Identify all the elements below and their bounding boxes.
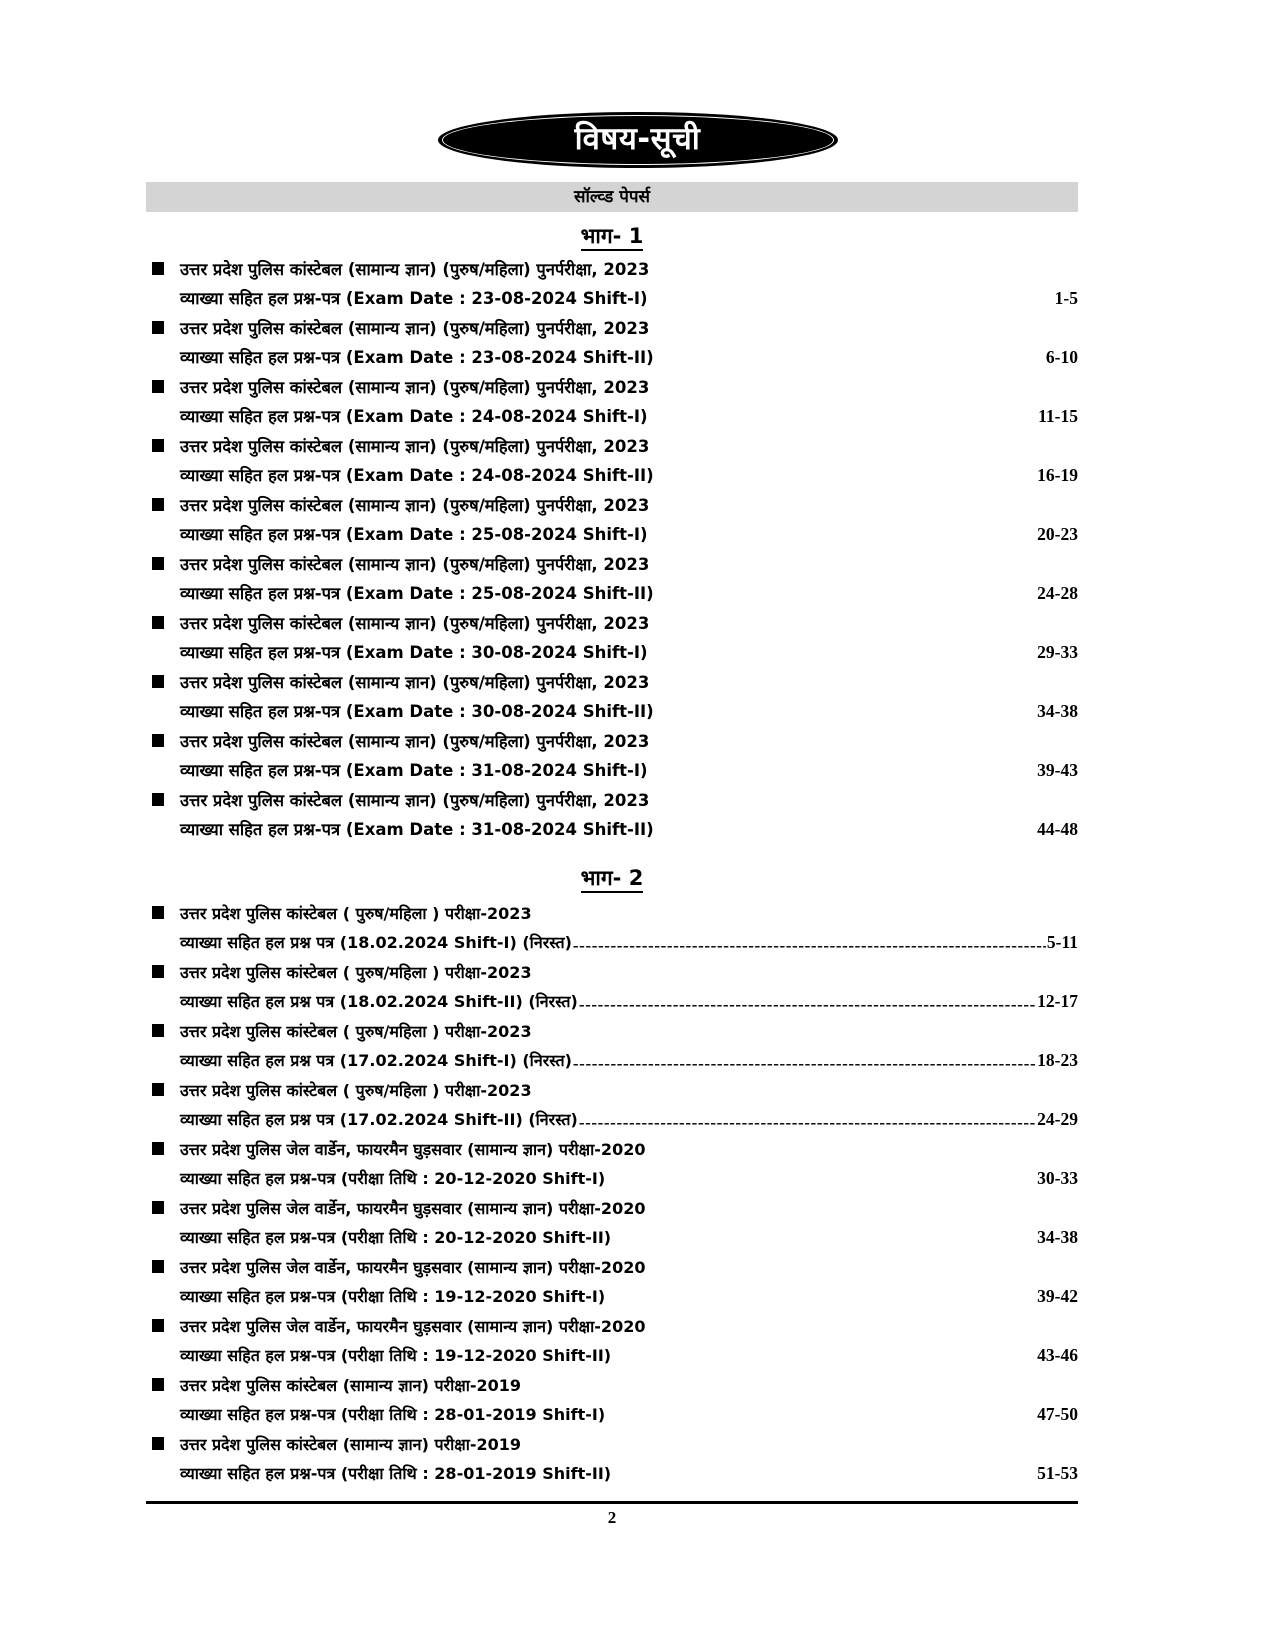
part-heading-label: भाग- 1	[581, 224, 644, 251]
entry-exam-title: उत्तर प्रदेश पुलिस जेल वार्डेन, फायरमैन घुड़सवार (सामान्य ज्ञान) परीक्षा-2020	[180, 1199, 646, 1218]
entry-paper-line	[180, 579, 1078, 608]
square-bullet-icon	[152, 1319, 164, 1332]
entry-paper-line	[180, 461, 1078, 490]
entry-exam-title: उत्तर प्रदेश पुलिस कांस्टेबल (सामान्य ज्ञान) (पुरुष/महिला) पुनर्परीक्षा, 2023	[180, 614, 650, 633]
leader-dots	[579, 1109, 1036, 1126]
entry-exam-title: उत्तर प्रदेश पुलिस कांस्टेबल ( पुरुष/महिला ) परीक्षा-2023	[180, 1081, 532, 1100]
square-bullet-icon	[152, 1024, 164, 1037]
leader-dots	[612, 1227, 1036, 1244]
leader-dots	[649, 288, 1054, 305]
entry-paper-line	[180, 638, 1078, 667]
entry-page-range: 44-48	[1037, 819, 1078, 839]
entry-page-range: 30-33	[1037, 1168, 1078, 1188]
leader-dots	[612, 1345, 1036, 1362]
leader-dots	[655, 583, 1036, 600]
square-bullet-icon	[152, 906, 164, 919]
leader-dots	[606, 1286, 1036, 1303]
square-bullet-icon	[152, 1378, 164, 1391]
entry-exam-title: उत्तर प्रदेश पुलिस जेल वार्डेन, फायरमैन घुड़सवार (सामान्य ज्ञान) परीक्षा-2020	[180, 1140, 646, 1159]
leader-dots	[606, 1404, 1036, 1421]
entry-paper-label: व्याख्या सहित हल प्रश्न-पत्र (परीक्षा तिथि : 19-12-2020 Shift-I)	[180, 1287, 606, 1306]
entry-paper-label: व्याख्या सहित हल प्रश्न-पत्र (Exam Date : 25-08-2024 Shift-II)	[180, 584, 654, 603]
part-heading	[146, 218, 1078, 256]
entry-paper-label: व्याख्या सहित हल प्रश्न-पत्र (Exam Date : 25-08-2024 Shift-I)	[180, 525, 648, 544]
contents-entry[interactable]	[146, 900, 1078, 957]
contents-list	[146, 218, 1078, 1490]
square-bullet-icon	[152, 793, 164, 806]
square-bullet-icon	[152, 380, 164, 393]
entry-paper-label: व्याख्या सहित हल प्रश्न-पत्र (परीक्षा तिथि : 20-12-2020 Shift-I)	[180, 1169, 606, 1188]
contents-entry[interactable]	[146, 374, 1078, 431]
banner-ellipse	[438, 112, 838, 168]
entry-page-range: 24-28	[1037, 583, 1078, 603]
contents-entry[interactable]	[146, 728, 1078, 785]
leader-dots	[612, 1463, 1036, 1480]
entry-paper-label: व्याख्या सहित हल प्रश्न पत्र (17.02.2024 Shift-I) (निरस्त)	[180, 1051, 572, 1070]
entry-page-range: 24-29	[1037, 1109, 1078, 1129]
entry-paper-label: व्याख्या सहित हल प्रश्न-पत्र (परीक्षा तिथि : 28-01-2019 Shift-I)	[180, 1405, 606, 1424]
entry-page-range: 16-19	[1037, 465, 1078, 485]
entry-page-range: 12-17	[1037, 991, 1078, 1011]
contents-entry[interactable]	[146, 551, 1078, 608]
entry-exam-title: उत्तर प्रदेश पुलिस कांस्टेबल ( पुरुष/महिला ) परीक्षा-2023	[180, 904, 532, 923]
square-bullet-icon	[152, 675, 164, 688]
contents-entry[interactable]	[146, 1195, 1078, 1252]
entry-page-range: 11-15	[1038, 406, 1078, 426]
contents-entry[interactable]	[146, 1431, 1078, 1488]
square-bullet-icon	[152, 557, 164, 570]
leader-dots	[649, 406, 1038, 423]
entry-paper-label: व्याख्या सहित हल प्रश्न-पत्र (Exam Date : 23-08-2024 Shift-I)	[180, 289, 648, 308]
leader-dots	[573, 1050, 1036, 1067]
entry-exam-title: उत्तर प्रदेश पुलिस कांस्टेबल (सामान्य ज्ञान) (पुरुष/महिला) पुनर्परीक्षा, 2023	[180, 496, 650, 515]
entry-page-range: 1-5	[1054, 288, 1078, 308]
entry-paper-line	[180, 1105, 1078, 1134]
entry-exam-title: उत्तर प्रदेश पुलिस कांस्टेबल (सामान्य ज्ञान) (पुरुष/महिला) पुनर्परीक्षा, 2023	[180, 732, 650, 751]
entry-exam-title: उत्तर प्रदेश पुलिस कांस्टेबल (सामान्य ज्ञान) (पुरुष/महिला) पुनर्परीक्षा, 2023	[180, 319, 650, 338]
entry-page-range: 29-33	[1037, 642, 1078, 662]
leader-dots	[649, 524, 1037, 541]
entry-page-range: 6-10	[1045, 347, 1078, 367]
leader-dots	[655, 347, 1045, 364]
entry-paper-label: व्याख्या सहित हल प्रश्न-पत्र (परीक्षा तिथि : 28-01-2019 Shift-II)	[180, 1464, 612, 1483]
entry-page-range: 5-11	[1046, 932, 1078, 952]
entry-paper-label: व्याख्या सहित हल प्रश्न-पत्र (Exam Date : 31-08-2024 Shift-II)	[180, 820, 654, 839]
entry-exam-title: उत्तर प्रदेश पुलिस जेल वार्डेन, फायरमैन घुड़सवार (सामान्य ज्ञान) परीक्षा-2020	[180, 1258, 646, 1277]
section-header-bar: सॉल्व्ड पेपर्स	[146, 182, 1078, 212]
square-bullet-icon	[152, 321, 164, 334]
square-bullet-icon	[152, 734, 164, 747]
entry-paper-label: व्याख्या सहित हल प्रश्न-पत्र (Exam Date : 24-08-2024 Shift-II)	[180, 466, 654, 485]
contents-entry[interactable]	[146, 256, 1078, 313]
contents-entry[interactable]	[146, 1077, 1078, 1134]
leader-dots	[649, 760, 1037, 777]
square-bullet-icon	[152, 262, 164, 275]
entry-exam-title: उत्तर प्रदेश पुलिस जेल वार्डेन, फायरमैन घुड़सवार (सामान्य ज्ञान) परीक्षा-2020	[180, 1317, 646, 1336]
entry-page-range: 43-46	[1037, 1345, 1078, 1365]
entry-exam-title: उत्तर प्रदेश पुलिस कांस्टेबल (सामान्य ज्ञान) (पुरुष/महिला) पुनर्परीक्षा, 2023	[180, 791, 650, 810]
entry-exam-title: उत्तर प्रदेश पुलिस कांस्टेबल (सामान्य ज्ञान) (पुरुष/महिला) पुनर्परीक्षा, 2023	[180, 673, 650, 692]
entry-page-range: 34-38	[1037, 701, 1078, 721]
entry-exam-title: उत्तर प्रदेश पुलिस कांस्टेबल (सामान्य ज्ञान) परीक्षा-2019	[180, 1435, 522, 1454]
footer-page-number: 2	[607, 1508, 617, 1527]
entry-paper-line	[180, 1400, 1078, 1429]
page-title: विषय-सूची	[574, 121, 701, 157]
entry-page-range: 18-23	[1037, 1050, 1078, 1070]
title-banner	[0, 112, 1275, 173]
contents-entry[interactable]	[146, 959, 1078, 1016]
contents-entry[interactable]	[146, 1254, 1078, 1311]
entry-exam-title: उत्तर प्रदेश पुलिस कांस्टेबल (सामान्य ज्ञान) (पुरुष/महिला) पुनर्परीक्षा, 2023	[180, 378, 650, 397]
entry-paper-line	[180, 987, 1078, 1016]
square-bullet-icon	[152, 1142, 164, 1155]
entry-exam-title: उत्तर प्रदेश पुलिस कांस्टेबल ( पुरुष/महिला ) परीक्षा-2023	[180, 963, 532, 982]
leader-dots	[573, 932, 1046, 949]
square-bullet-icon	[152, 965, 164, 978]
entry-exam-title: उत्तर प्रदेश पुलिस कांस्टेबल ( पुरुष/महिला ) परीक्षा-2023	[180, 1022, 532, 1041]
entry-paper-label: व्याख्या सहित हल प्रश्न-पत्र (Exam Date : 30-08-2024 Shift-II)	[180, 702, 654, 721]
entry-paper-line	[180, 402, 1078, 431]
leader-dots	[655, 819, 1036, 836]
entry-paper-label: व्याख्या सहित हल प्रश्न-पत्र (Exam Date : 30-08-2024 Shift-I)	[180, 643, 648, 662]
entry-paper-line	[180, 284, 1078, 313]
contents-entry[interactable]	[146, 1313, 1078, 1370]
entry-page-range: 20-23	[1037, 524, 1078, 544]
contents-entry[interactable]	[146, 492, 1078, 549]
entry-paper-line	[180, 343, 1078, 372]
entry-paper-label: व्याख्या सहित हल प्रश्न-पत्र (Exam Date : 23-08-2024 Shift-II)	[180, 348, 654, 367]
contents-entry[interactable]	[146, 610, 1078, 667]
entry-paper-line	[180, 928, 1078, 957]
entry-paper-label: व्याख्या सहित हल प्रश्न-पत्र (Exam Date : 31-08-2024 Shift-I)	[180, 761, 648, 780]
entry-paper-line	[180, 815, 1078, 844]
entry-page-range: 51-53	[1037, 1463, 1078, 1483]
entry-paper-label: व्याख्या सहित हल प्रश्न-पत्र (परीक्षा तिथि : 19-12-2020 Shift-II)	[180, 1346, 612, 1365]
square-bullet-icon	[152, 1437, 164, 1450]
leader-dots	[655, 465, 1036, 482]
entry-exam-title: उत्तर प्रदेश पुलिस कांस्टेबल (सामान्य ज्ञान) (पुरुष/महिला) पुनर्परीक्षा, 2023	[180, 437, 650, 456]
square-bullet-icon	[152, 498, 164, 511]
entry-paper-label: व्याख्या सहित हल प्रश्न-पत्र (Exam Date : 24-08-2024 Shift-I)	[180, 407, 648, 426]
footer-divider	[146, 1501, 1078, 1504]
contents-entry[interactable]	[146, 669, 1078, 726]
entry-paper-label: व्याख्या सहित हल प्रश्न पत्र (18.02.2024 Shift-II) (निरस्त)	[180, 992, 578, 1011]
leader-dots	[649, 642, 1037, 659]
contents-entry[interactable]	[146, 787, 1078, 844]
part-heading-label: भाग- 2	[581, 866, 644, 893]
entry-paper-line	[180, 1223, 1078, 1252]
leader-dots	[579, 991, 1036, 1008]
leader-dots	[606, 1168, 1036, 1185]
entry-paper-label: व्याख्या सहित हल प्रश्न-पत्र (परीक्षा तिथि : 20-12-2020 Shift-II)	[180, 1228, 612, 1247]
entry-page-range: 39-43	[1037, 760, 1078, 780]
entry-paper-line	[180, 1282, 1078, 1311]
entry-paper-line	[180, 1164, 1078, 1193]
contents-entry[interactable]	[146, 1136, 1078, 1193]
entry-exam-title: उत्तर प्रदेश पुलिस कांस्टेबल (सामान्य ज्ञान) परीक्षा-2019	[180, 1376, 522, 1395]
square-bullet-icon	[152, 1260, 164, 1273]
entry-paper-line	[180, 520, 1078, 549]
contents-entry[interactable]	[146, 433, 1078, 490]
entry-page-range: 34-38	[1037, 1227, 1078, 1247]
square-bullet-icon	[152, 616, 164, 629]
entry-page-range: 39-42	[1037, 1286, 1078, 1306]
square-bullet-icon	[152, 439, 164, 452]
entry-paper-label: व्याख्या सहित हल प्रश्न पत्र (17.02.2024 Shift-II) (निरस्त)	[180, 1110, 578, 1129]
entry-exam-title: उत्तर प्रदेश पुलिस कांस्टेबल (सामान्य ज्ञान) (पुरुष/महिला) पुनर्परीक्षा, 2023	[180, 260, 650, 279]
entry-paper-label: व्याख्या सहित हल प्रश्न पत्र (18.02.2024 Shift-I) (निरस्त)	[180, 933, 572, 952]
entry-paper-line	[180, 756, 1078, 785]
entry-exam-title: उत्तर प्रदेश पुलिस कांस्टेबल (सामान्य ज्ञान) (पुरुष/महिला) पुनर्परीक्षा, 2023	[180, 555, 650, 574]
contents-entry[interactable]	[146, 1018, 1078, 1075]
entry-paper-line	[180, 1459, 1078, 1488]
square-bullet-icon	[152, 1201, 164, 1214]
entry-paper-line	[180, 697, 1078, 726]
entry-paper-line	[180, 1046, 1078, 1075]
square-bullet-icon	[152, 1083, 164, 1096]
part-heading	[146, 846, 1078, 900]
leader-dots	[655, 701, 1036, 718]
entry-paper-line	[180, 1341, 1078, 1370]
contents-entry[interactable]	[146, 1372, 1078, 1429]
entry-page-range: 47-50	[1037, 1404, 1078, 1424]
contents-entry[interactable]	[146, 315, 1078, 372]
